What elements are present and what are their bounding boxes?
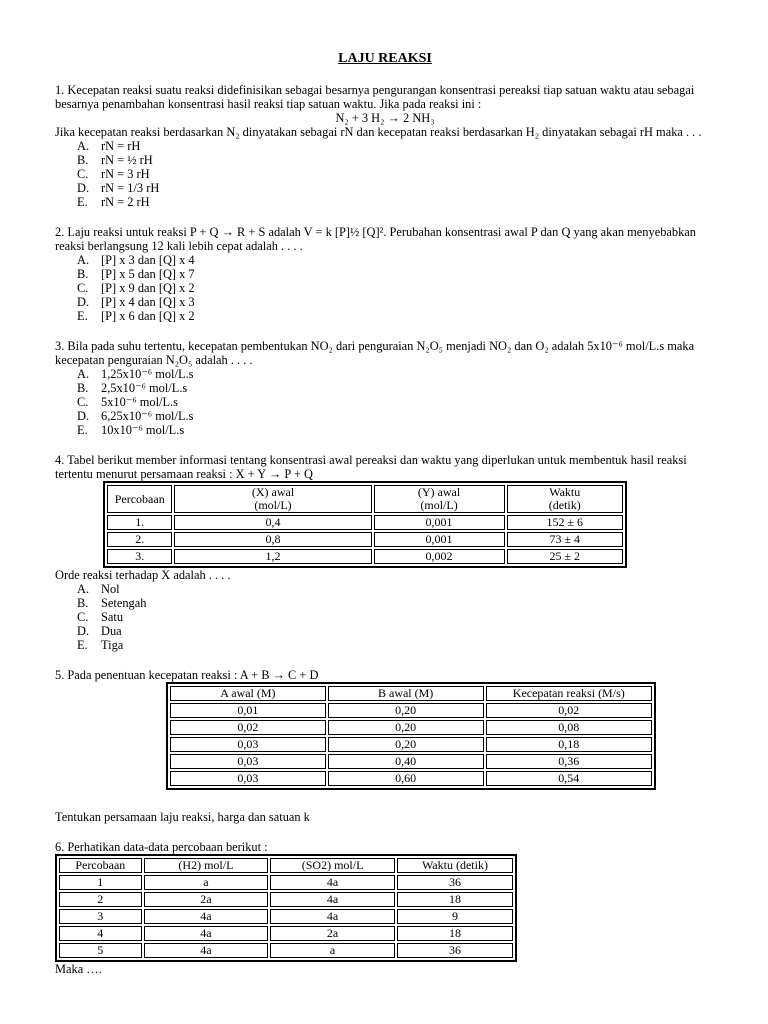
question-6-table <box>55 854 517 962</box>
question-6-after: Maka …. <box>55 962 102 976</box>
option-text: 1,25x10⁻⁶ mol/L.s <box>101 367 194 381</box>
table-header-row <box>107 485 623 513</box>
table-cell: 4a <box>144 926 269 941</box>
option-d[interactable] <box>55 181 715 195</box>
table-cell: 2. <box>107 532 172 547</box>
table-cell: 1,2 <box>174 549 371 564</box>
option-text: Satu <box>101 610 124 624</box>
option-a[interactable] <box>55 253 715 267</box>
option-text: Dua <box>101 624 122 638</box>
option-letter: E. <box>77 309 88 323</box>
option-d[interactable] <box>55 624 715 638</box>
table-header-cell: Waktu (detik) <box>507 485 623 513</box>
option-text: rN = 1/3 rH <box>101 181 160 195</box>
option-letter: C. <box>77 281 89 295</box>
option-b[interactable] <box>55 267 715 281</box>
table-row <box>107 549 623 564</box>
table-header-cell: (Y) awal (mol/L) <box>374 485 505 513</box>
table-header-cell: A awal (M) <box>170 686 326 701</box>
table-cell: 4 <box>59 926 142 941</box>
table-row <box>170 771 652 786</box>
table-header-cell: B awal (M) <box>328 686 484 701</box>
option-letter: B. <box>77 153 89 167</box>
option-letter: B. <box>77 596 89 610</box>
option-letter: E. <box>77 195 88 209</box>
table-cell: 4a <box>144 943 269 958</box>
option-letter: A. <box>77 253 90 267</box>
option-text: 10x10⁻⁶ mol/L.s <box>101 423 185 437</box>
table-cell: 0,4 <box>174 515 371 530</box>
table-row <box>59 875 513 890</box>
option-b[interactable] <box>55 381 715 395</box>
table-cell: 2a <box>270 926 395 941</box>
question-2-options <box>55 253 715 323</box>
table-cell: 0,08 <box>486 720 652 735</box>
option-text: 5x10⁻⁶ mol/L.s <box>101 395 178 409</box>
question-2-text: 2. Laju reaksi untuk reaksi P + Q → R + S adalah V = k [P]½ [Q]². Perubahan konsentrasi awal P dan Q yang akan menyebabkan reaksi berlangsung 12 kali lebih cepat adalah . . . . <box>55 225 696 253</box>
option-letter: A. <box>77 139 90 153</box>
table-header-row <box>59 858 513 873</box>
table-row <box>170 737 652 752</box>
question-4 <box>55 453 715 652</box>
table-cell: 0,002 <box>374 549 505 564</box>
table-cell: a <box>144 875 269 890</box>
option-e[interactable] <box>55 195 715 209</box>
table-cell: 0,18 <box>486 737 652 752</box>
option-text: [P] x 4 dan [Q] x 3 <box>101 295 195 309</box>
table-cell: 0,20 <box>328 703 484 718</box>
table-cell: 0,001 <box>374 532 505 547</box>
option-c[interactable] <box>55 281 715 295</box>
table-cell: 0,03 <box>170 737 326 752</box>
question-1-equation: N₂ + 3 H₂ → 2 NH₃ <box>335 111 435 125</box>
option-letter: A. <box>77 582 90 596</box>
option-d[interactable] <box>55 409 715 423</box>
table-cell: 152 ± 6 <box>507 515 623 530</box>
option-b[interactable] <box>55 153 715 167</box>
option-letter: D. <box>77 409 90 423</box>
option-letter: E. <box>77 638 88 652</box>
option-text: [P] x 3 dan [Q] x 4 <box>101 253 195 267</box>
table-header-cell: Waktu (detik) <box>397 858 513 873</box>
option-letter: D. <box>77 295 90 309</box>
option-e[interactable] <box>55 638 715 652</box>
table-cell: 0,001 <box>374 515 505 530</box>
table-row <box>107 532 623 547</box>
table-header-cell: (X) awal (mol/L) <box>174 485 371 513</box>
table-cell: 1. <box>107 515 172 530</box>
option-text: rN = rH <box>101 139 141 153</box>
table-cell: 4a <box>270 875 395 890</box>
question-4-table <box>103 481 627 568</box>
table-cell: 36 <box>397 875 513 890</box>
table-cell: 73 ± 4 <box>507 532 623 547</box>
option-a[interactable] <box>55 367 715 381</box>
document-page <box>55 52 715 976</box>
option-c[interactable] <box>55 395 715 409</box>
table-cell: 0,02 <box>170 720 326 735</box>
table-cell: 4a <box>270 909 395 924</box>
option-text: rN = ½ rH <box>101 153 153 167</box>
table-cell: 3 <box>59 909 142 924</box>
table-cell: 25 ± 2 <box>507 549 623 564</box>
option-letter: B. <box>77 267 89 281</box>
table-row <box>59 909 513 924</box>
question-3-options <box>55 367 715 437</box>
question-4-after: Orde reaksi terhadap X adalah . . . . <box>55 568 231 582</box>
table-cell: 0,03 <box>170 771 326 786</box>
question-5 <box>55 668 715 824</box>
question-1-text-2: Jika kecepatan reaksi berdasarkan N₂ dinyatakan sebagai rN dan kecepatan reaksi berdasarkan H₂ dinyatakan sebagai rH maka . . . <box>55 125 702 139</box>
table-row <box>59 892 513 907</box>
question-2 <box>55 225 715 323</box>
option-e[interactable] <box>55 423 715 437</box>
table-cell: 5 <box>59 943 142 958</box>
table-row <box>59 943 513 958</box>
table-cell: 9 <box>397 909 513 924</box>
page-title: LAJU REAKSI <box>338 51 432 66</box>
question-1-text: 1. Kecepatan reaksi suatu reaksi didefinisikan sebagai besarnya pengurangan konsentrasi pereaksi tiap satuan waktu atau sebagai besarnya penambahan konsentrasi hasil reaksi tiap satuan waktu. Jika pada reaksi ini : <box>55 83 695 111</box>
table-cell: 0,54 <box>486 771 652 786</box>
option-c[interactable] <box>55 167 715 181</box>
option-e[interactable] <box>55 309 715 323</box>
question-6 <box>55 840 715 976</box>
table-header-row <box>170 686 652 701</box>
option-text: Tiga <box>101 638 124 652</box>
table-cell: 18 <box>397 926 513 941</box>
table-header-cell: Percobaan <box>107 485 172 513</box>
question-5-after: Tentukan persamaan laju reaksi, harga dan satuan k <box>55 810 310 824</box>
table-header-cell: (H2) mol/L <box>144 858 269 873</box>
table-row <box>170 703 652 718</box>
option-a[interactable] <box>55 582 715 596</box>
table-cell: 4a <box>144 909 269 924</box>
question-4-text: 4. Tabel berikut member informasi tentang konsentrasi awal pereaksi dan waktu yang diperlukan untuk membentuk hasil reaksi tertentu menurut persamaan reaksi : X + Y → P + Q <box>55 453 687 481</box>
table-cell: 3. <box>107 549 172 564</box>
question-5-table <box>166 682 656 790</box>
question-3-text: 3. Bila pada suhu tertentu, kecepatan pembentukan NO₂ dari penguraian N₂O₅ menjadi NO₂ dan O₂ adalah 5x10⁻⁶ mol/L.s maka kecepatan penguraian N₂O₅ adalah . . . . <box>55 339 695 367</box>
question-6-text: 6. Perhatikan data-data percobaan berikut : <box>55 840 268 854</box>
table-row <box>170 754 652 769</box>
question-4-options <box>55 582 715 652</box>
option-text: rN = 3 rH <box>101 167 150 181</box>
option-letter: A. <box>77 367 90 381</box>
table-cell: 0,20 <box>328 720 484 735</box>
option-text: rN = 2 rH <box>101 195 150 209</box>
table-cell: 36 <box>397 943 513 958</box>
option-d[interactable] <box>55 295 715 309</box>
option-letter: B. <box>77 381 89 395</box>
option-a[interactable] <box>55 139 715 153</box>
option-letter: C. <box>77 395 89 409</box>
option-text: [P] x 5 dan [Q] x 7 <box>101 267 195 281</box>
table-cell: 0,40 <box>328 754 484 769</box>
table-cell: 2a <box>144 892 269 907</box>
table-cell: a <box>270 943 395 958</box>
option-text: 6,25x10⁻⁶ mol/L.s <box>101 409 194 423</box>
question-3 <box>55 339 715 437</box>
table-cell: 0,36 <box>486 754 652 769</box>
table-cell: 18 <box>397 892 513 907</box>
table-cell: 2 <box>59 892 142 907</box>
table-row <box>170 720 652 735</box>
table-header-cell: (SO2) mol/L <box>270 858 395 873</box>
table-cell: 0,03 <box>170 754 326 769</box>
option-text: [P] x 9 dan [Q] x 2 <box>101 281 195 295</box>
table-cell: 0,60 <box>328 771 484 786</box>
option-text: Setengah <box>101 596 147 610</box>
table-cell: 0,20 <box>328 737 484 752</box>
option-letter: E. <box>77 423 88 437</box>
question-1 <box>55 83 715 209</box>
table-row <box>107 515 623 530</box>
option-letter: C. <box>77 610 89 624</box>
question-5-text: 5. Pada penentuan kecepatan reaksi : A + B → C + D <box>55 668 319 682</box>
table-cell: 0,8 <box>174 532 371 547</box>
table-header-cell: Percobaan <box>59 858 142 873</box>
option-text: Nol <box>101 582 120 596</box>
table-cell: 0,02 <box>486 703 652 718</box>
option-c[interactable] <box>55 610 715 624</box>
option-b[interactable] <box>55 596 715 610</box>
question-1-options <box>55 139 715 209</box>
table-cell: 1 <box>59 875 142 890</box>
table-header-cell: Kecepatan reaksi (M/s) <box>486 686 652 701</box>
table-cell: 0,01 <box>170 703 326 718</box>
option-text: 2,5x10⁻⁶ mol/L.s <box>101 381 188 395</box>
option-text: [P] x 6 dan [Q] x 2 <box>101 309 195 323</box>
option-letter: D. <box>77 181 90 195</box>
table-cell: 4a <box>270 892 395 907</box>
option-letter: C. <box>77 167 89 181</box>
table-row <box>59 926 513 941</box>
option-letter: D. <box>77 624 90 638</box>
